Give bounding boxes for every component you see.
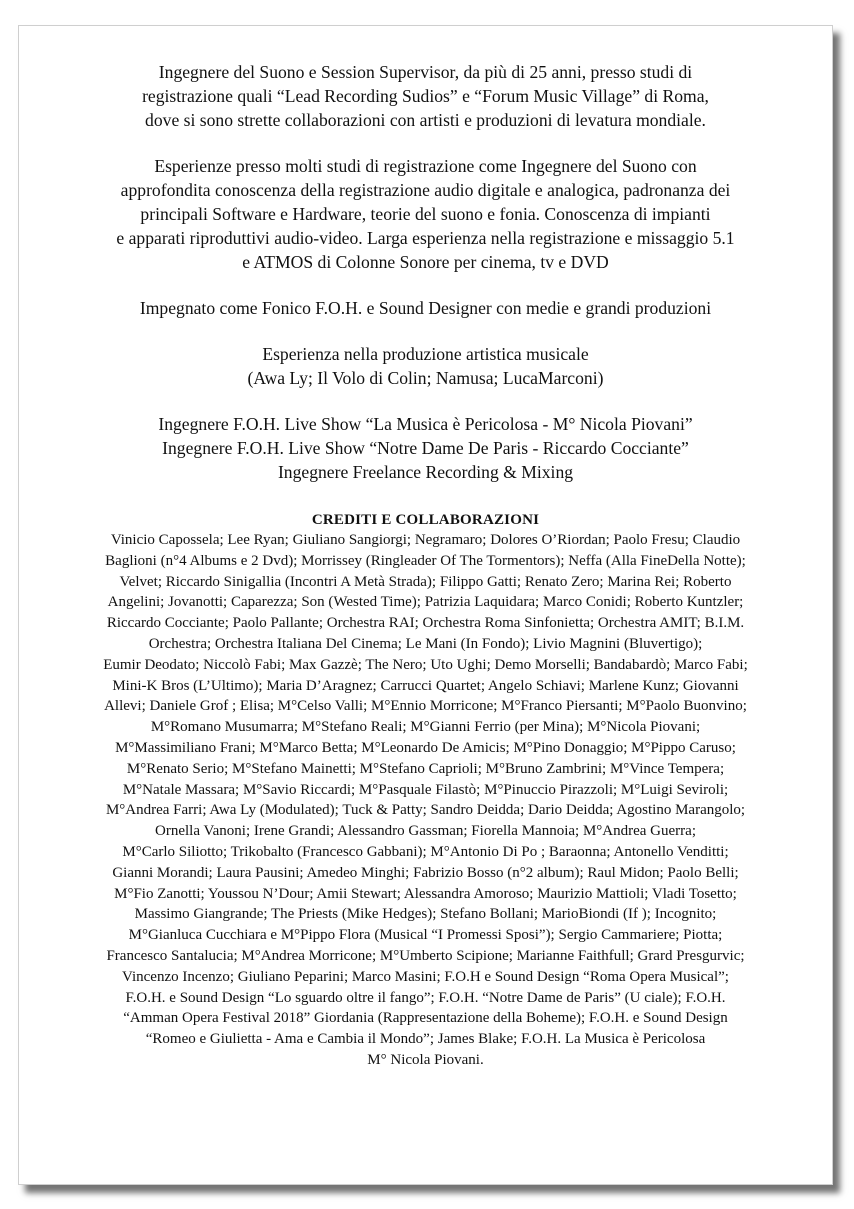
credits-line: M°Romano Musumarra; M°Stefano Reali; M°Gianni Ferrio (per Mina); M°Nicola Piovani; bbox=[150, 719, 701, 736]
text-line: Ingegnere del Suono e Session Supervisor, da più di 25 anni, presso studi di bbox=[158, 62, 693, 82]
intro-paragraph-experience bbox=[49, 60, 802, 132]
credits-line: Riccardo Cocciante; Paolo Pallante; Orchestra RAI; Orchestra Roma Sinfonietta; Orchestra AMIT; B.I.M. bbox=[106, 615, 745, 632]
credits-line: F.O.H. e Sound Design “Lo sguardo oltre il fango”; F.O.H. “Notre Dame de Paris” (U ciale); F.O.H. bbox=[125, 989, 726, 1006]
credits-line: Eumir Deodato; Niccolò Fabi; Max Gazzè; The Nero; Uto Ughi; Demo Morselli; Bandabardò; Marco Fabi; bbox=[103, 656, 748, 673]
credits-heading: CREDITI E COLLABORAZIONI bbox=[311, 512, 540, 528]
text-line: e ATMOS di Colonne Sonore per cinema, tv e DVD bbox=[242, 252, 609, 272]
credits-line: Baglioni (n°4 Albums e 2 Dvd); Morrissey (Ringleader Of The Tormentors); Neffa (Alla FineDella Notte); bbox=[105, 552, 746, 569]
credits-line: Gianni Morandi; Laura Pausini; Amedeo Minghi; Fabrizio Bosso (n°2 album); Raul Midon; Paolo Belli; bbox=[112, 864, 739, 881]
intro-paragraph-live-shows bbox=[49, 412, 802, 484]
document-page bbox=[18, 25, 833, 1185]
text-line: Impegnato come Fonico F.O.H. e Sound Designer con medie e grandi produzioni bbox=[139, 298, 712, 318]
text-line: Esperienza nella produzione artistica musicale bbox=[262, 344, 589, 364]
credits-line: Mini-K Bros (L’Ultimo); Maria D’Aragnez; Carrucci Quartet; Angelo Schiavi; Marlene Kunz; Giovanni bbox=[112, 677, 739, 694]
credits-line: Allevi; Daniele Grof ; Elisa; M°Celso Valli; M°Ennio Morricone; M°Franco Piersanti; M°Paolo Buonvino; bbox=[104, 698, 747, 715]
credits-line: M°Gianluca Cucchiara e M°Pippo Flora (Musical “I Promessi Sposi”); Sergio Cammariere; Piotta; bbox=[128, 927, 723, 944]
credits-line: Massimo Giangrande; The Priests (Mike Hedges); Stefano Bollani; MarioBiondi (If ); Incognito; bbox=[134, 906, 717, 923]
text-line: principali Software e Hardware, teorie del suono e fonia. Conoscenza di impianti bbox=[140, 204, 711, 224]
credits-line: M°Carlo Siliotto; Trikobalto (Francesco Gabbani); M°Antonio Di Po ; Baraonna; Antonello Venditti; bbox=[122, 843, 729, 860]
credits-line: M°Renato Serio; M°Stefano Mainetti; M°Stefano Caprioli; M°Bruno Zambrini; M°Vince Tempera; bbox=[126, 760, 725, 777]
credits-line: M°Andrea Farri; Awa Ly (Modulated); Tuck & Patty; Sandro Deidda; Dario Deidda; Agostino Marangolo; bbox=[105, 802, 746, 819]
intro-section bbox=[49, 60, 802, 484]
intro-paragraph-studios bbox=[49, 154, 802, 274]
credits-line: Francesco Santalucia; M°Andrea Morricone; M°Umberto Scipione; Marianne Faithfull; Grard Presgurvic; bbox=[106, 947, 745, 964]
text-line: Ingegnere F.O.H. Live Show “Notre Dame De Paris - Riccardo Cocciante” bbox=[162, 438, 689, 458]
text-line: e apparati riproduttivi audio-video. Larga esperienza nella registrazione e missaggio 5.1 bbox=[116, 228, 735, 248]
text-line: Ingegnere Freelance Recording & Mixing bbox=[277, 462, 574, 482]
credits-line: Vinicio Capossela; Lee Ryan; Giuliano Sangiorgi; Negramaro; Dolores O’Riordan; Paolo Fresu; Claudio bbox=[110, 532, 741, 548]
credits-line: “Amman Opera Festival 2018” Giordania (Rappresentazione della Boheme); F.O.H. e Sound Design bbox=[123, 1010, 728, 1027]
text-line: dove si sono strette collaborazioni con artisti e produzioni di levatura mondiale. bbox=[145, 110, 706, 130]
credits-line: Ornella Vanoni; Irene Grandi; Alessandro Gassman; Fiorella Mannoia; M°Andrea Guerra; bbox=[155, 823, 696, 840]
text-line: Esperienze presso molti studi di registrazione come Ingegnere del Suono con bbox=[154, 156, 697, 176]
credits-line: Velvet; Riccardo Sinigallia (Incontri A Metà Strada); Filippo Gatti; Renato Zero; Marina Rei; Roberto bbox=[119, 573, 732, 590]
intro-paragraph-foh bbox=[49, 296, 802, 320]
credits-line: M°Massimiliano Frani; M°Marco Betta; M°Leonardo De Amicis; M°Pino Donaggio; M°Pippo Caruso; bbox=[115, 739, 736, 756]
credits-line: M° Nicola Piovani. bbox=[367, 1051, 484, 1068]
credits-line: Angelini; Jovanotti; Caparezza; Son (Wested Time); Patrizia Laquidara; Marco Conidi; Roberto Kuntzler; bbox=[107, 594, 744, 611]
credits-list bbox=[49, 530, 802, 1071]
text-line: Ingegnere F.O.H. Live Show “La Musica è Pericolosa - M° Nicola Piovani” bbox=[158, 414, 693, 434]
text-line: approfondita conoscenza della registrazione audio digitale e analogica, padronanza dei bbox=[120, 180, 731, 200]
credits-line: M°Fio Zanotti; Youssou N’Dour; Amii Stewart; Alessandra Amoroso; Maurizio Mattioli; Vladi Tosetto; bbox=[114, 885, 737, 902]
text-line: (Awa Ly; Il Volo di Colin; Namusa; LucaMarconi) bbox=[247, 368, 604, 388]
intro-paragraph-production bbox=[49, 342, 802, 390]
credits-line: M°Natale Massara; M°Savio Riccardi; M°Pasquale Filastò; M°Pinuccio Pirazzoli; M°Luigi Seviroli; bbox=[122, 781, 729, 798]
document-content bbox=[49, 60, 802, 1071]
credits-line: “Romeo e Giulietta - Ama e Cambia il Mondo”; James Blake; F.O.H. La Musica è Pericolosa bbox=[145, 1031, 706, 1048]
credits-line: Vincenzo Incenzo; Giuliano Peparini; Marco Masini; F.O.H e Sound Design “Roma Opera Musical”; bbox=[122, 968, 729, 985]
text-line: registrazione quali “Lead Recording Sudios” e “Forum Music Village” di Roma, bbox=[142, 86, 709, 106]
credits-line: Orchestra; Orchestra Italiana Del Cinema; Le Mani (In Fondo); Livio Magnini (Bluvertigo); bbox=[148, 635, 703, 652]
